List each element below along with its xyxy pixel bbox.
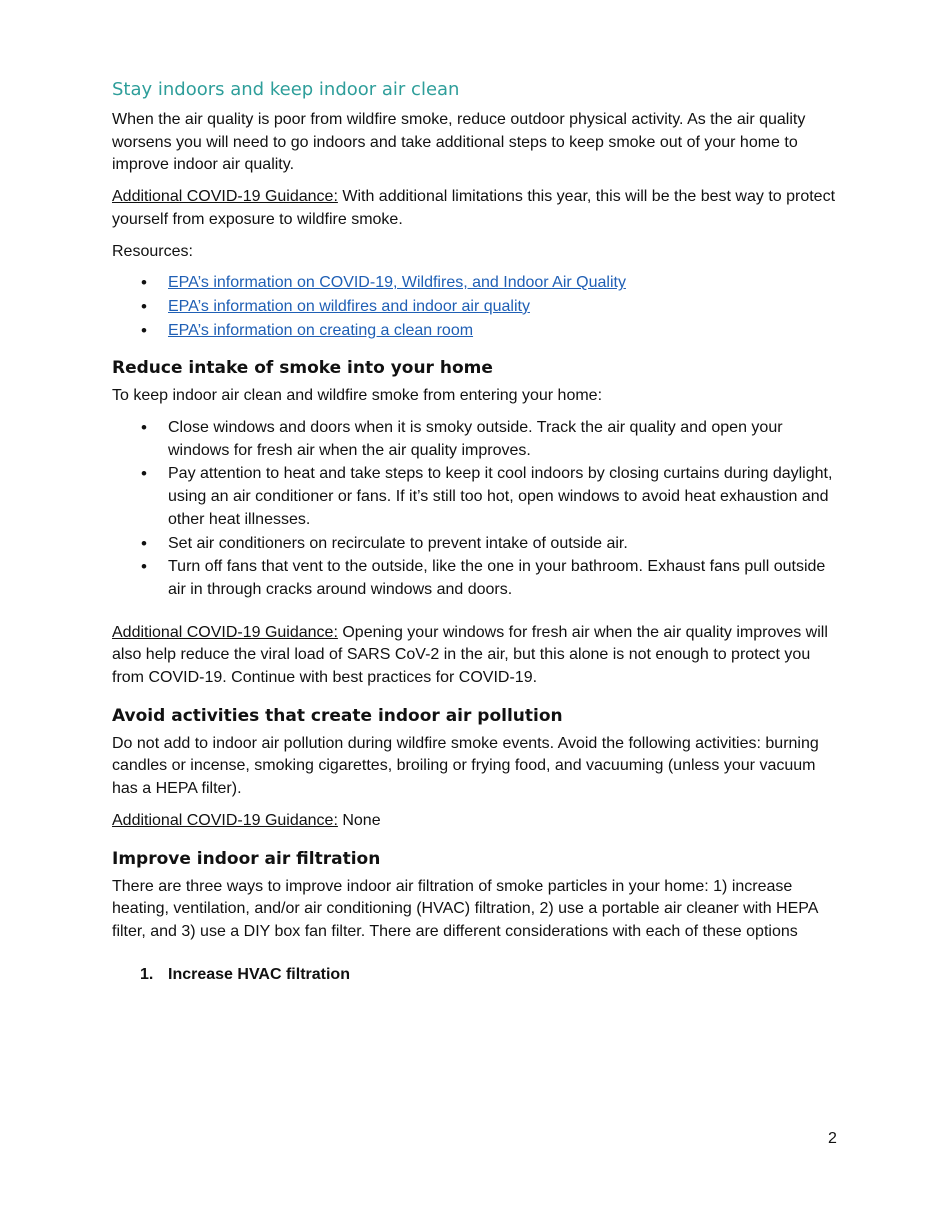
spacer: [112, 610, 840, 622]
covid-guidance: [112, 186, 840, 231]
section-heading-avoid-activities: Avoid activities that create indoor air pollution: [112, 705, 563, 726]
resource-links-list: [112, 272, 840, 342]
covid-guidance-text: Opening your windows for fresh air when the air quality improves will also help reduce the viral load of SARS CoV-2 in the air, but this alone is not enough to protect you from COVID-19. Continue with best practices for COVID-19.: [112, 623, 828, 687]
covid-guidance-label: Additional COVID-19 Guidance:: [112, 811, 338, 829]
list-item: • Set air conditioners on recirculate to prevent intake of outside air.: [168, 533, 840, 556]
link-epa-clean-room[interactable]: EPA’s information on creating a clean room: [168, 321, 474, 339]
section-heading-reduce-intake: Reduce intake of smoke into your home: [112, 358, 493, 379]
list-number: 1.: [140, 965, 154, 983]
section-paragraph: Do not add to indoor air pollution during wildfire smoke events. Avoid the following activities: burning candles or incense, smoking cigarettes, broiling or frying food, and vacuuming (unless your vacuum has a HEPA filter).: [112, 734, 819, 798]
list-item: • Pay attention to heat and take steps to keep it cool indoors by closing curtains during daylight, using an air conditioner or fans. If it’s still too hot, open windows to avoid heat exhaustion and other heat illnesses.: [168, 463, 840, 531]
list-item: [168, 296, 840, 319]
section-heading-improve-filtration: Improve indoor air filtration: [112, 848, 381, 869]
page-number: 2: [828, 1130, 837, 1147]
filtration-options-list: [112, 964, 840, 987]
list-item: [140, 964, 840, 987]
section-paragraph: When the air quality is poor from wildfire smoke, reduce outdoor physical activity. As the air quality worsens you will need to go indoors and take additional steps to keep smoke out of your home to improve indoor air quality.: [112, 111, 806, 174]
link-epa-covid-wildfires[interactable]: EPA’s information on COVID-19, Wildfires, and Indoor Air Quality: [168, 274, 626, 292]
covid-guidance-label: Additional COVID-19 Guidance:: [112, 623, 338, 641]
covid-guidance: [112, 622, 840, 690]
section-heading-stay-indoors: Stay indoors and keep indoor air clean: [112, 79, 460, 100]
covid-guidance: [112, 810, 840, 833]
covid-guidance-label: Additional COVID-19 Guidance:: [112, 188, 338, 206]
list-item: [168, 320, 840, 343]
section-paragraph: There are three ways to improve indoor air filtration of smoke particles in your home: 1) increase heating, ventilation, and/or air conditioning (HVAC) filtration, 2) use a portable air cleaner with HEPA filter, and 3) use a DIY box fan filter. There are different considerations with each of these options: [112, 877, 818, 940]
covid-guidance-text: None: [337, 811, 381, 829]
section-intro: To keep indoor air clean and wildfire smoke from entering your home:: [112, 387, 603, 405]
reduce-intake-list: [112, 417, 840, 602]
list-item: • Close windows and doors when it is smoky outside. Track the air quality and open your windows for fresh air when the air quality improves.: [168, 417, 840, 462]
list-item: [168, 272, 840, 295]
document-page: [112, 78, 840, 986]
list-item-text: Increase HVAC filtration: [168, 965, 350, 983]
link-epa-wildfires-indoor-air[interactable]: EPA’s information on wildfires and indoor air quality: [168, 297, 530, 315]
resources-label: Resources:: [112, 242, 193, 260]
list-item: • Turn off fans that vent to the outside, like the one in your bathroom. Exhaust fans pull outside air in through cracks around windows and doors.: [168, 556, 840, 601]
covid-guidance-text: With additional limitations this year, this will be the best way to protect yourself from exposure to wildfire smoke.: [112, 188, 836, 228]
